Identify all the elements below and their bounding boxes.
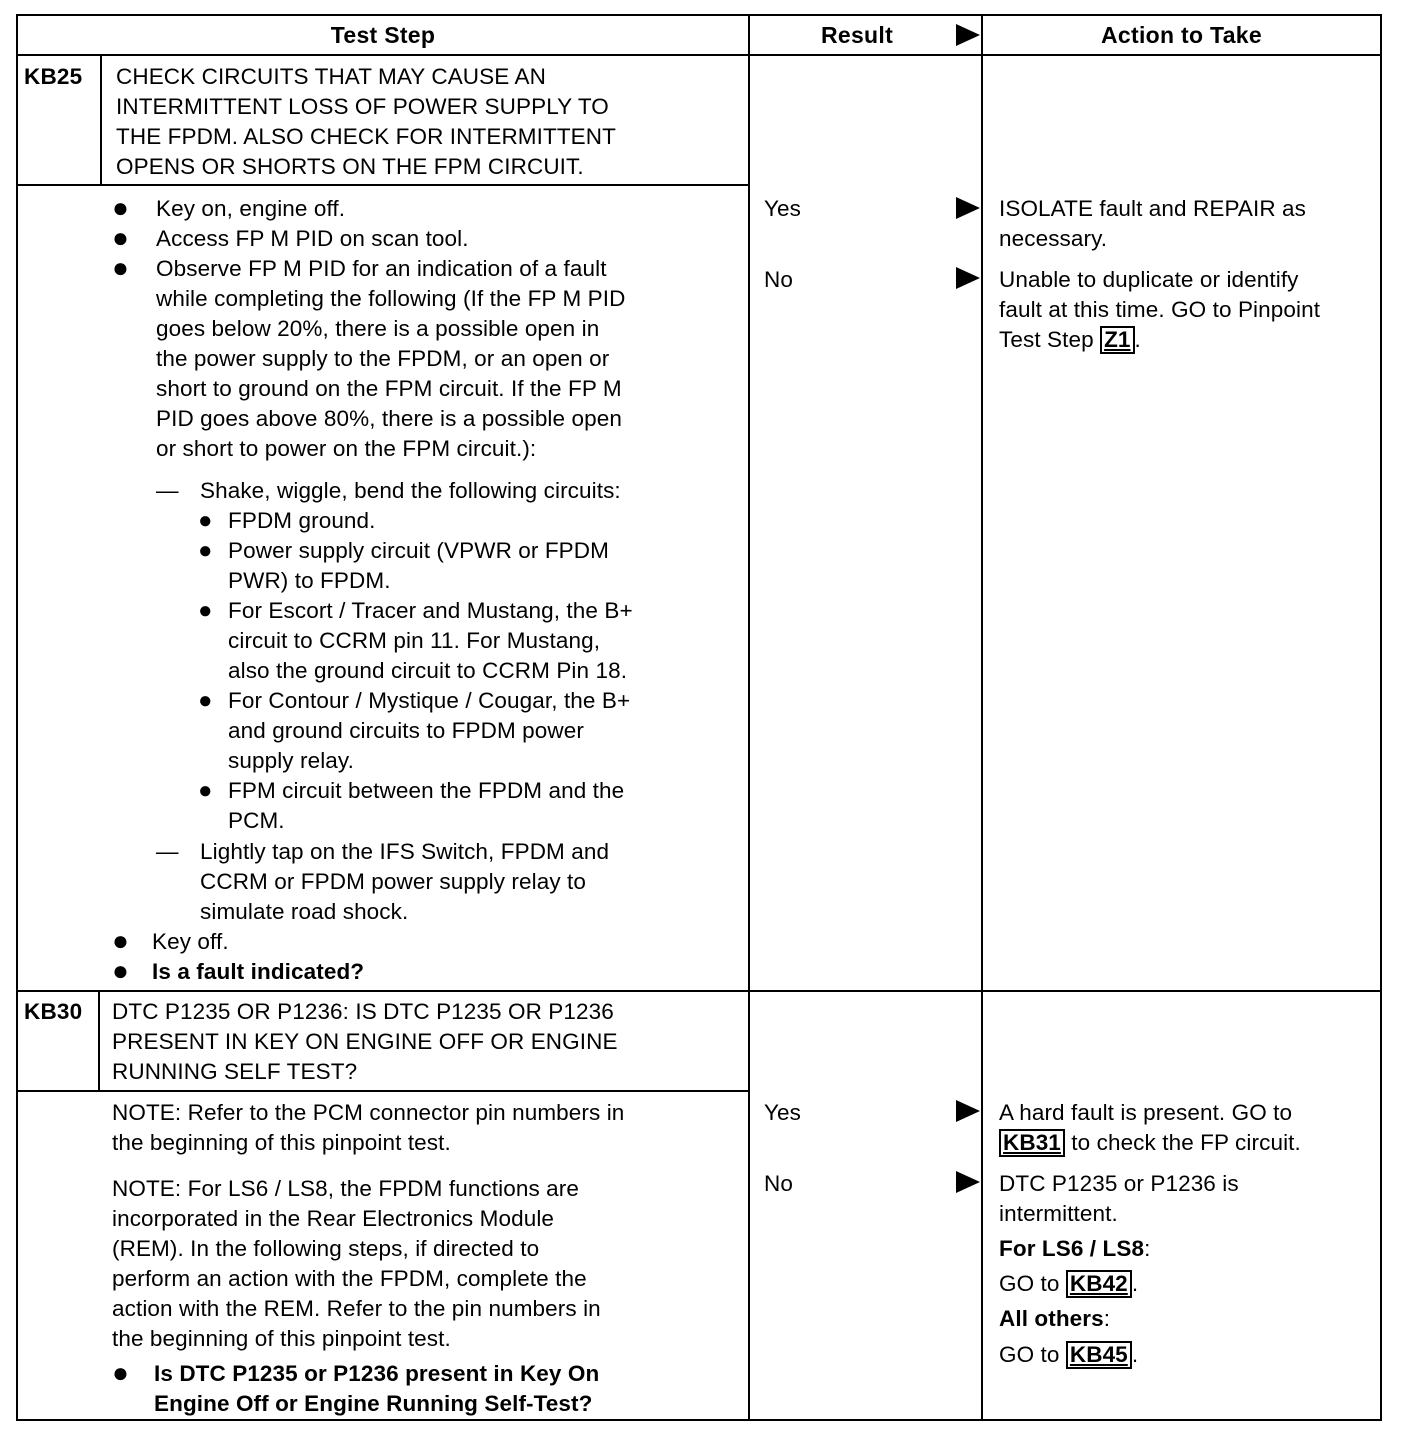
observe-line: or short to power on the FPM circuit.):	[156, 436, 537, 461]
sub-item-escort: For Escort / Tracer and Mustang, the B+	[228, 598, 633, 623]
kb25-bullet-key-off: Key off.	[152, 929, 229, 954]
header-action: Action to Take	[1101, 22, 1262, 48]
table-border-bottom	[16, 1419, 1382, 1421]
kb30-note-ls6: the beginning of this pinpoint test.	[112, 1326, 451, 1351]
step-link-kb42[interactable]: KB42	[1066, 1270, 1132, 1298]
colon: :	[1103, 1306, 1111, 1331]
result-arrow-icon	[956, 197, 980, 219]
kb25-dash-tap: simulate road shock.	[200, 899, 409, 924]
column-divider-action	[981, 14, 983, 1421]
kb25-title-divider	[16, 184, 750, 186]
kb30-note-pcm: the beginning of this pinpoint test.	[112, 1130, 451, 1155]
kb25-title-line: THE FPDM. ALSO CHECK FOR INTERMITTENT	[116, 124, 616, 149]
step-id-kb25: KB25	[24, 64, 83, 89]
period: .	[1134, 327, 1141, 352]
kb30-question: Is DTC P1235 or P1236 present in Key On	[154, 1361, 600, 1386]
bullet-icon: ●	[112, 955, 129, 986]
kb25-title-line: INTERMITTENT LOSS OF POWER SUPPLY TO	[116, 94, 609, 119]
kb25-title-line: OPENS OR SHORTS ON THE FPM CIRCUIT.	[116, 154, 584, 179]
kb30-title-line: PRESENT IN KEY ON ENGINE OFF OR ENGINE	[112, 1029, 618, 1054]
kb25-result-yes: Yes	[764, 196, 802, 221]
kb25-dash-shake: Shake, wiggle, bend the following circuits:	[200, 478, 621, 503]
kb30-action-yes-goto	[999, 1128, 1301, 1158]
goto-prefix: GO to	[999, 1271, 1066, 1296]
action-yes-suffix: to check the FP circuit.	[1064, 1130, 1301, 1155]
sub-item-fpm-circuit: FPM circuit between the FPDM and the	[228, 778, 625, 803]
observe-line: the power supply to the FPDM, or an open or	[156, 346, 610, 371]
bullet-icon: ●	[112, 252, 129, 283]
table-border-right	[1380, 14, 1382, 1421]
kb25-action-no: fault at this time. GO to Pinpoint	[999, 297, 1321, 322]
kb30-result-yes: Yes	[764, 1100, 802, 1125]
header-result: Result	[820, 22, 894, 48]
sub-bullet-icon: ●	[198, 687, 213, 714]
observe-line: PID goes above 80%, there is a possible open	[156, 406, 622, 431]
sub-item-contour: supply relay.	[228, 748, 354, 773]
kb30-note-pcm: NOTE: Refer to the PCM connector pin numbers in	[112, 1100, 625, 1125]
kb25-dash-tap: CCRM or FPDM power supply relay to	[200, 869, 586, 894]
step-link-kb45[interactable]: KB45	[1066, 1341, 1132, 1369]
step-link-z1[interactable]: Z1	[1100, 326, 1134, 354]
step-id-kb30: KB30	[24, 999, 83, 1024]
kb25-dash-tap: Lightly tap on the IFS Switch, FPDM and	[200, 839, 610, 864]
header-arrow-icon	[956, 24, 980, 46]
colon: :	[1144, 1236, 1151, 1261]
row-divider-kb30	[16, 990, 1382, 992]
header-divider	[16, 54, 1382, 56]
sub-item-fpdm-ground: FPDM ground.	[228, 508, 376, 533]
dash-icon: —	[156, 478, 179, 503]
observe-line: Observe FP M PID for an indication of a fault	[156, 256, 607, 281]
dash-icon: —	[156, 839, 179, 864]
goto-prefix: GO to	[999, 1342, 1066, 1367]
kb25-title-line: CHECK CIRCUITS THAT MAY CAUSE AN	[116, 64, 546, 89]
kb25-bullet-access-pid: Access FP M PID on scan tool.	[156, 226, 469, 251]
kb30-question: Engine Off or Engine Running Self-Test?	[154, 1391, 593, 1416]
bullet-icon: ●	[112, 222, 129, 253]
column-divider-result	[748, 14, 750, 1421]
observe-line: while completing the following (If the FP M PID	[156, 286, 626, 311]
sub-item-fpm-circuit: PCM.	[228, 808, 285, 833]
sub-item-power-supply: Power supply circuit (VPWR or FPDM	[228, 538, 609, 563]
period: .	[1131, 1342, 1139, 1367]
sub-bullet-icon: ●	[198, 777, 213, 804]
all-others-label: All others	[999, 1306, 1104, 1331]
kb30-title-divider	[16, 1090, 750, 1092]
kb25-id-divider	[100, 54, 102, 185]
kb30-note-ls6: (REM). In the following steps, if directed to	[112, 1236, 540, 1261]
period: .	[1131, 1271, 1139, 1296]
sub-bullet-icon: ●	[198, 507, 213, 534]
kb30-note-ls6: NOTE: For LS6 / LS8, the FPDM functions are	[112, 1176, 579, 1201]
ls6-label: For LS6 / LS8	[999, 1236, 1145, 1261]
kb25-action-yes: necessary.	[999, 226, 1108, 251]
kb30-id-divider	[98, 990, 100, 1091]
sub-item-contour: For Contour / Mystique / Cougar, the B+	[228, 688, 631, 713]
table-border-top	[16, 14, 1382, 16]
kb30-result-no: No	[764, 1171, 793, 1196]
kb30-all-label	[999, 1304, 1110, 1334]
step-link-kb31[interactable]: KB31	[999, 1129, 1065, 1157]
observe-line: short to ground on the FPM circuit. If the FP M	[156, 376, 622, 401]
kb30-ls6-goto	[999, 1269, 1138, 1299]
kb25-question: Is a fault indicated?	[152, 959, 365, 984]
table-border-left	[16, 14, 18, 1421]
sub-item-contour: and ground circuits to FPDM power	[228, 718, 584, 743]
bullet-icon: ●	[112, 192, 129, 223]
kb30-note-ls6: perform an action with the FPDM, complete the	[112, 1266, 587, 1291]
kb30-title-line: RUNNING SELF TEST?	[112, 1059, 358, 1084]
kb30-action-no: DTC P1235 or P1236 is	[999, 1171, 1239, 1196]
sub-item-escort: also the ground circuit to CCRM Pin 18.	[228, 658, 628, 683]
kb25-action-no: Unable to duplicate or identify	[999, 267, 1299, 292]
kb25-action-no-goto	[999, 325, 1141, 355]
header-test-step: Test Step	[330, 22, 436, 48]
kb30-action-no: intermittent.	[999, 1201, 1118, 1226]
kb30-note-ls6: action with the REM. Refer to the pin numbers in	[112, 1296, 601, 1321]
kb30-all-goto	[999, 1340, 1138, 1370]
kb30-note-ls6: incorporated in the Rear Electronics Module	[112, 1206, 555, 1231]
bullet-icon: ●	[112, 1357, 129, 1388]
sub-item-escort: circuit to CCRM pin 11. For Mustang,	[228, 628, 601, 653]
result-arrow-icon	[956, 1100, 980, 1122]
result-arrow-icon	[956, 1171, 980, 1193]
kb25-action-yes: ISOLATE fault and REPAIR as	[999, 196, 1306, 221]
kb25-bullet-key-on: Key on, engine off.	[156, 196, 346, 221]
sub-bullet-icon: ●	[198, 597, 213, 624]
sub-item-power-supply: PWR) to FPDM.	[228, 568, 391, 593]
kb30-action-yes: A hard fault is present. GO to	[999, 1100, 1293, 1125]
sub-bullet-icon: ●	[198, 537, 213, 564]
kb25-result-no: No	[764, 267, 793, 292]
kb30-ls6-label	[999, 1234, 1150, 1264]
kb30-title-line: DTC P1235 OR P1236: IS DTC P1235 OR P1236	[112, 999, 614, 1024]
result-arrow-icon	[956, 267, 980, 289]
goto-prefix: Test Step	[999, 327, 1101, 352]
bullet-icon: ●	[112, 925, 129, 956]
observe-line: goes below 20%, there is a possible open in	[156, 316, 600, 341]
